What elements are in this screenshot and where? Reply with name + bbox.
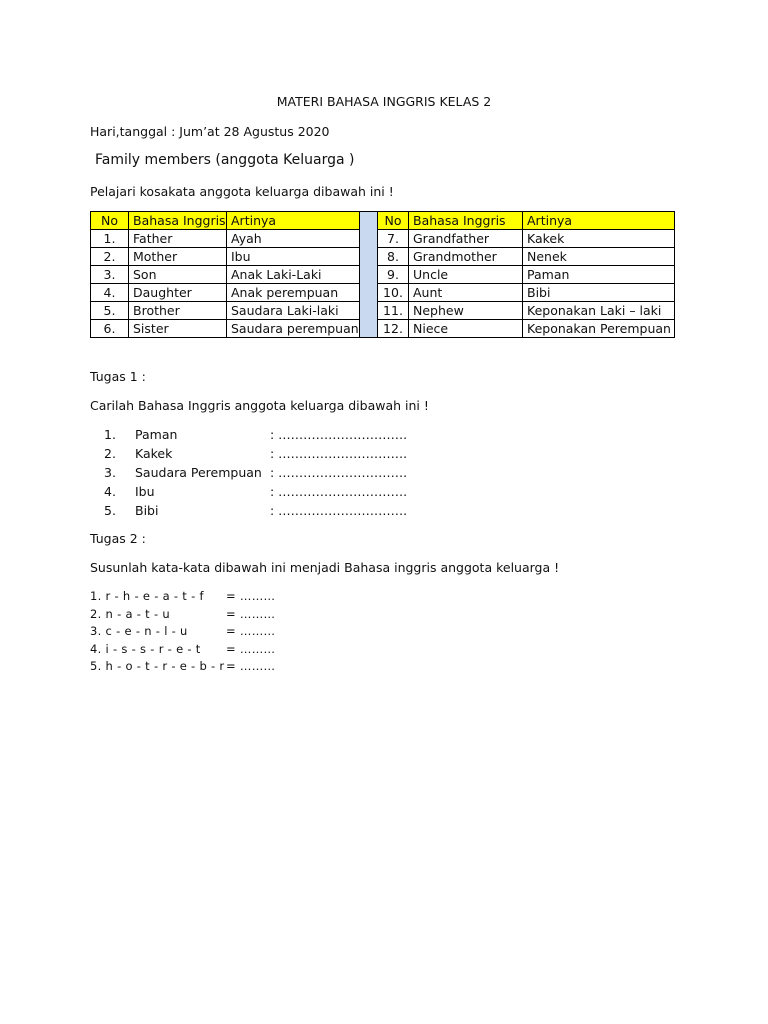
list-item (104, 464, 408, 483)
cell-english: Father (129, 230, 227, 248)
header-no-left: No (91, 212, 129, 230)
cell-meaning: Ibu (227, 248, 360, 266)
cell-english: Son (129, 266, 227, 284)
list-item (90, 658, 276, 676)
list-item (90, 606, 276, 624)
list-item (104, 445, 408, 464)
scrambled-word: 3. c - e - n - l - u (90, 624, 188, 638)
item-number: 2. (104, 446, 116, 461)
list-item (90, 641, 276, 659)
table-row (91, 320, 675, 338)
scrambled-word: 1. r - h - e - a - t - f (90, 589, 204, 603)
cell-english: Daughter (129, 284, 227, 302)
cell-no: 8. (378, 248, 409, 266)
cell-no: 1. (91, 230, 129, 248)
tugas2-heading: Tugas 2 : (90, 531, 146, 546)
cell-no: 10. (378, 284, 409, 302)
item-word: Paman (135, 427, 178, 442)
cell-no: 7. (378, 230, 409, 248)
cell-english: Grandfather (409, 230, 523, 248)
list-item (90, 623, 276, 641)
table-row (91, 284, 675, 302)
table-row (91, 302, 675, 320)
cell-meaning: Keponakan Laki – laki (523, 302, 675, 320)
date-line: Hari,tanggal : Jum’at 28 Agustus 2020 (90, 124, 330, 139)
header-english-left: Bahasa Inggris (129, 212, 227, 230)
answer-blank[interactable]: : …………………………. (270, 427, 408, 442)
cell-english: Sister (129, 320, 227, 338)
answer-blank[interactable]: = ……… (226, 641, 276, 656)
vocab-instruction: Pelajari kosakata anggota keluarga dibawah ini ! (90, 184, 394, 199)
tugas1-list (104, 426, 408, 521)
cell-no: 6. (91, 320, 129, 338)
cell-no: 3. (91, 266, 129, 284)
answer-blank[interactable]: : …………………………. (270, 446, 408, 461)
table-row (91, 230, 675, 248)
item-number: 5. (104, 503, 116, 518)
header-no-right: No (378, 212, 409, 230)
cell-no: 9. (378, 266, 409, 284)
cell-no: 4. (91, 284, 129, 302)
cell-no: 2. (91, 248, 129, 266)
item-word: Kakek (135, 446, 173, 461)
scrambled-word: 2. n - a - t - u (90, 606, 170, 621)
item-word: Saudara Perempuan (135, 465, 262, 480)
cell-no: 11. (378, 302, 409, 320)
cell-meaning: Paman (523, 266, 675, 284)
cell-meaning: Saudara perempuan (227, 320, 360, 338)
header-english-right: Bahasa Inggris (409, 212, 523, 230)
list-item (90, 588, 276, 606)
table-row (91, 266, 675, 284)
item-number: 3. (104, 465, 116, 480)
item-word: Ibu (135, 484, 155, 499)
answer-blank[interactable]: = ……… (226, 659, 276, 673)
item-number: 4. (104, 484, 116, 499)
tugas1-instruction: Carilah Bahasa Inggris anggota keluarga dibawah ini ! (90, 398, 429, 413)
scrambled-word: 4. i - s - s - r - e - t (90, 641, 201, 656)
header-meaning-right: Artinya (523, 212, 675, 230)
answer-blank[interactable]: : …………………………. (270, 465, 408, 480)
table-header-row (91, 212, 675, 230)
page-title: MATERI BAHASA INGGRIS KELAS 2 (276, 94, 492, 109)
answer-blank[interactable]: : …………………………. (270, 503, 408, 518)
answer-blank[interactable]: = ……… (226, 624, 276, 638)
cell-meaning: Bibi (523, 284, 675, 302)
tugas1-heading: Tugas 1 : (90, 369, 146, 384)
cell-meaning: Anak Laki-Laki (227, 266, 360, 284)
list-item (104, 502, 408, 521)
cell-meaning: Nenek (523, 248, 675, 266)
cell-meaning: Saudara Laki-laki (227, 302, 360, 320)
list-item (104, 426, 408, 445)
tugas2-list (90, 588, 276, 676)
header-meaning-left: Artinya (227, 212, 360, 230)
answer-blank[interactable]: : …………………………. (270, 484, 408, 499)
cell-english: Aunt (409, 284, 523, 302)
list-item (104, 483, 408, 502)
tugas2-instruction: Susunlah kata-kata dibawah ini menjadi Bahasa inggris anggota keluarga ! (90, 560, 560, 575)
item-word: Bibi (135, 503, 159, 518)
cell-no: 12. (378, 320, 409, 338)
cell-english: Mother (129, 248, 227, 266)
cell-english: Grandmother (409, 248, 523, 266)
answer-blank[interactable]: = ……… (226, 606, 276, 621)
cell-meaning: Anak perempuan (227, 284, 360, 302)
cell-no: 5. (91, 302, 129, 320)
cell-meaning: Ayah (227, 230, 360, 248)
cell-english: Nephew (409, 302, 523, 320)
item-number: 1. (104, 427, 116, 442)
cell-meaning: Keponakan Perempuan (523, 320, 675, 338)
vocabulary-table (90, 211, 675, 338)
table-divider (360, 212, 378, 338)
table-row (91, 248, 675, 266)
cell-english: Uncle (409, 266, 523, 284)
family-heading: Family members (anggota Keluarga ) (95, 152, 355, 168)
answer-blank[interactable]: = ……… (226, 589, 276, 603)
cell-english: Niece (409, 320, 523, 338)
cell-meaning: Kakek (523, 230, 675, 248)
cell-english: Brother (129, 302, 227, 320)
scrambled-word: 5. h - o - t - r - e - b - r (90, 659, 225, 673)
